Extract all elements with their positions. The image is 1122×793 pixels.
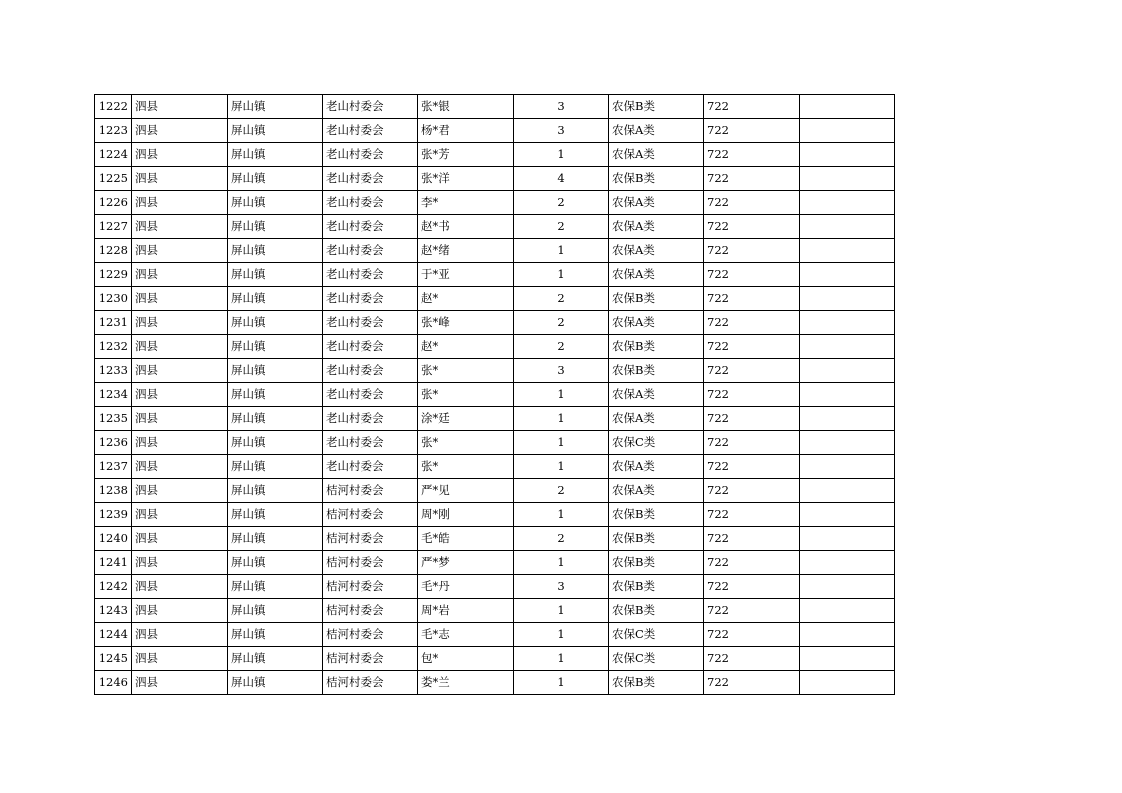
table-row [95, 119, 895, 143]
town-cell: 屏山镇 [228, 671, 323, 695]
table-row [95, 575, 895, 599]
table-row [95, 455, 895, 479]
note-cell [800, 167, 895, 191]
amount-cell: 722 [704, 455, 800, 479]
amount-cell: 722 [704, 143, 800, 167]
count-cell: 2 [514, 215, 609, 239]
category-cell: 农保B类 [609, 671, 704, 695]
row-number-cell: 1228 [95, 239, 132, 263]
note-cell [800, 647, 895, 671]
county-cell: 泗县 [132, 647, 228, 671]
county-cell: 泗县 [132, 383, 228, 407]
note-cell [800, 455, 895, 479]
note-cell [800, 119, 895, 143]
village-cell: 老山村委会 [323, 119, 418, 143]
note-cell [800, 239, 895, 263]
note-cell [800, 527, 895, 551]
category-cell: 农保C类 [609, 431, 704, 455]
village-cell: 老山村委会 [323, 95, 418, 119]
category-cell: 农保A类 [609, 383, 704, 407]
category-cell: 农保B类 [609, 167, 704, 191]
amount-cell: 722 [704, 335, 800, 359]
note-cell [800, 623, 895, 647]
town-cell: 屏山镇 [228, 335, 323, 359]
county-cell: 泗县 [132, 239, 228, 263]
amount-cell: 722 [704, 647, 800, 671]
table-row [95, 671, 895, 695]
row-number-cell: 1243 [95, 599, 132, 623]
note-cell [800, 551, 895, 575]
note-cell [800, 335, 895, 359]
village-cell: 桔河村委会 [323, 671, 418, 695]
category-cell: 农保C类 [609, 623, 704, 647]
row-number-cell: 1235 [95, 407, 132, 431]
village-cell: 桔河村委会 [323, 599, 418, 623]
table-row [95, 335, 895, 359]
note-cell [800, 263, 895, 287]
row-number-cell: 1244 [95, 623, 132, 647]
name-cell: 严*梦 [418, 551, 514, 575]
town-cell: 屏山镇 [228, 359, 323, 383]
county-cell: 泗县 [132, 287, 228, 311]
count-cell: 1 [514, 599, 609, 623]
category-cell: 农保A类 [609, 479, 704, 503]
village-cell: 桔河村委会 [323, 647, 418, 671]
town-cell: 屏山镇 [228, 119, 323, 143]
name-cell: 李* [418, 191, 514, 215]
count-cell: 2 [514, 287, 609, 311]
row-number-cell: 1240 [95, 527, 132, 551]
village-cell: 老山村委会 [323, 455, 418, 479]
name-cell: 赵* [418, 287, 514, 311]
category-cell: 农保B类 [609, 95, 704, 119]
county-cell: 泗县 [132, 599, 228, 623]
name-cell: 涂*廷 [418, 407, 514, 431]
amount-cell: 722 [704, 263, 800, 287]
row-number-cell: 1225 [95, 167, 132, 191]
note-cell [800, 431, 895, 455]
county-cell: 泗县 [132, 623, 228, 647]
name-cell: 赵* [418, 335, 514, 359]
county-cell: 泗县 [132, 575, 228, 599]
county-cell: 泗县 [132, 119, 228, 143]
note-cell [800, 407, 895, 431]
note-cell [800, 143, 895, 167]
town-cell: 屏山镇 [228, 311, 323, 335]
table-row [95, 287, 895, 311]
town-cell: 屏山镇 [228, 215, 323, 239]
row-number-cell: 1242 [95, 575, 132, 599]
amount-cell: 722 [704, 599, 800, 623]
name-cell: 张* [418, 359, 514, 383]
name-cell: 于*亚 [418, 263, 514, 287]
county-cell: 泗县 [132, 671, 228, 695]
table-row [95, 191, 895, 215]
village-cell: 老山村委会 [323, 143, 418, 167]
county-cell: 泗县 [132, 407, 228, 431]
village-cell: 老山村委会 [323, 407, 418, 431]
name-cell: 周*刚 [418, 503, 514, 527]
category-cell: 农保A类 [609, 407, 704, 431]
town-cell: 屏山镇 [228, 503, 323, 527]
count-cell: 1 [514, 455, 609, 479]
county-cell: 泗县 [132, 335, 228, 359]
name-cell: 张* [418, 383, 514, 407]
table-row [95, 359, 895, 383]
row-number-cell: 1245 [95, 647, 132, 671]
town-cell: 屏山镇 [228, 383, 323, 407]
amount-cell: 722 [704, 623, 800, 647]
note-cell [800, 671, 895, 695]
count-cell: 2 [514, 335, 609, 359]
amount-cell: 722 [704, 215, 800, 239]
note-cell [800, 503, 895, 527]
row-number-cell: 1222 [95, 95, 132, 119]
row-number-cell: 1234 [95, 383, 132, 407]
count-cell: 1 [514, 383, 609, 407]
count-cell: 1 [514, 239, 609, 263]
county-cell: 泗县 [132, 311, 228, 335]
table-row [95, 167, 895, 191]
note-cell [800, 479, 895, 503]
village-cell: 老山村委会 [323, 311, 418, 335]
town-cell: 屏山镇 [228, 431, 323, 455]
table-row [95, 599, 895, 623]
town-cell: 屏山镇 [228, 551, 323, 575]
amount-cell: 722 [704, 95, 800, 119]
name-cell: 包* [418, 647, 514, 671]
county-cell: 泗县 [132, 551, 228, 575]
category-cell: 农保A类 [609, 311, 704, 335]
town-cell: 屏山镇 [228, 623, 323, 647]
table-row [95, 143, 895, 167]
county-cell: 泗县 [132, 479, 228, 503]
village-cell: 老山村委会 [323, 359, 418, 383]
county-cell: 泗县 [132, 431, 228, 455]
county-cell: 泗县 [132, 455, 228, 479]
count-cell: 2 [514, 311, 609, 335]
count-cell: 2 [514, 479, 609, 503]
town-cell: 屏山镇 [228, 455, 323, 479]
table-row [95, 95, 895, 119]
name-cell: 赵*绪 [418, 239, 514, 263]
count-cell: 1 [514, 503, 609, 527]
amount-cell: 722 [704, 239, 800, 263]
row-number-cell: 1236 [95, 431, 132, 455]
table-row [95, 503, 895, 527]
name-cell: 赵*书 [418, 215, 514, 239]
table-row [95, 479, 895, 503]
county-cell: 泗县 [132, 527, 228, 551]
category-cell: 农保B类 [609, 575, 704, 599]
row-number-cell: 1229 [95, 263, 132, 287]
name-cell: 毛*志 [418, 623, 514, 647]
category-cell: 农保A类 [609, 191, 704, 215]
town-cell: 屏山镇 [228, 647, 323, 671]
amount-cell: 722 [704, 479, 800, 503]
name-cell: 杨*君 [418, 119, 514, 143]
category-cell: 农保B类 [609, 527, 704, 551]
count-cell: 1 [514, 263, 609, 287]
count-cell: 1 [514, 431, 609, 455]
town-cell: 屏山镇 [228, 167, 323, 191]
row-number-cell: 1246 [95, 671, 132, 695]
name-cell: 毛*丹 [418, 575, 514, 599]
category-cell: 农保B类 [609, 503, 704, 527]
village-cell: 老山村委会 [323, 191, 418, 215]
town-cell: 屏山镇 [228, 143, 323, 167]
village-cell: 老山村委会 [323, 431, 418, 455]
amount-cell: 722 [704, 287, 800, 311]
town-cell: 屏山镇 [228, 263, 323, 287]
village-cell: 桔河村委会 [323, 575, 418, 599]
village-cell: 老山村委会 [323, 287, 418, 311]
row-number-cell: 1223 [95, 119, 132, 143]
town-cell: 屏山镇 [228, 575, 323, 599]
village-cell: 老山村委会 [323, 167, 418, 191]
row-number-cell: 1231 [95, 311, 132, 335]
village-cell: 桔河村委会 [323, 503, 418, 527]
category-cell: 农保A类 [609, 119, 704, 143]
count-cell: 4 [514, 167, 609, 191]
amount-cell: 722 [704, 431, 800, 455]
note-cell [800, 215, 895, 239]
village-cell: 老山村委会 [323, 215, 418, 239]
count-cell: 1 [514, 647, 609, 671]
town-cell: 屏山镇 [228, 95, 323, 119]
village-cell: 老山村委会 [323, 263, 418, 287]
row-number-cell: 1237 [95, 455, 132, 479]
name-cell: 毛*皓 [418, 527, 514, 551]
amount-cell: 722 [704, 359, 800, 383]
village-cell: 老山村委会 [323, 383, 418, 407]
category-cell: 农保B类 [609, 287, 704, 311]
village-cell: 桔河村委会 [323, 527, 418, 551]
village-cell: 桔河村委会 [323, 623, 418, 647]
table-row [95, 551, 895, 575]
name-cell: 严*见 [418, 479, 514, 503]
name-cell: 张* [418, 455, 514, 479]
count-cell: 1 [514, 623, 609, 647]
category-cell: 农保A类 [609, 263, 704, 287]
village-cell: 桔河村委会 [323, 551, 418, 575]
name-cell: 张*芳 [418, 143, 514, 167]
note-cell [800, 383, 895, 407]
amount-cell: 722 [704, 167, 800, 191]
count-cell: 1 [514, 551, 609, 575]
town-cell: 屏山镇 [228, 407, 323, 431]
amount-cell: 722 [704, 407, 800, 431]
amount-cell: 722 [704, 191, 800, 215]
row-number-cell: 1226 [95, 191, 132, 215]
count-cell: 1 [514, 407, 609, 431]
name-cell: 张*峰 [418, 311, 514, 335]
town-cell: 屏山镇 [228, 527, 323, 551]
note-cell [800, 95, 895, 119]
row-number-cell: 1241 [95, 551, 132, 575]
name-cell: 张*洋 [418, 167, 514, 191]
table-row [95, 383, 895, 407]
town-cell: 屏山镇 [228, 239, 323, 263]
category-cell: 农保B类 [609, 599, 704, 623]
table-row [95, 215, 895, 239]
name-cell: 娄*兰 [418, 671, 514, 695]
amount-cell: 722 [704, 527, 800, 551]
data-table [94, 94, 895, 695]
county-cell: 泗县 [132, 359, 228, 383]
county-cell: 泗县 [132, 263, 228, 287]
category-cell: 农保B类 [609, 551, 704, 575]
town-cell: 屏山镇 [228, 599, 323, 623]
county-cell: 泗县 [132, 143, 228, 167]
category-cell: 农保A类 [609, 215, 704, 239]
row-number-cell: 1238 [95, 479, 132, 503]
amount-cell: 722 [704, 671, 800, 695]
note-cell [800, 287, 895, 311]
row-number-cell: 1224 [95, 143, 132, 167]
table-row [95, 311, 895, 335]
town-cell: 屏山镇 [228, 479, 323, 503]
table-row [95, 239, 895, 263]
county-cell: 泗县 [132, 95, 228, 119]
category-cell: 农保A类 [609, 455, 704, 479]
amount-cell: 722 [704, 311, 800, 335]
count-cell: 3 [514, 359, 609, 383]
table-row [95, 407, 895, 431]
note-cell [800, 191, 895, 215]
count-cell: 3 [514, 575, 609, 599]
table-row [95, 527, 895, 551]
name-cell: 张* [418, 431, 514, 455]
town-cell: 屏山镇 [228, 287, 323, 311]
amount-cell: 722 [704, 503, 800, 527]
amount-cell: 722 [704, 119, 800, 143]
table-row [95, 647, 895, 671]
count-cell: 1 [514, 671, 609, 695]
name-cell: 周*岩 [418, 599, 514, 623]
county-cell: 泗县 [132, 503, 228, 527]
table-body [95, 95, 895, 695]
county-cell: 泗县 [132, 191, 228, 215]
amount-cell: 722 [704, 575, 800, 599]
row-number-cell: 1239 [95, 503, 132, 527]
count-cell: 3 [514, 119, 609, 143]
count-cell: 3 [514, 95, 609, 119]
name-cell: 张*银 [418, 95, 514, 119]
village-cell: 老山村委会 [323, 335, 418, 359]
category-cell: 农保A类 [609, 143, 704, 167]
county-cell: 泗县 [132, 167, 228, 191]
row-number-cell: 1230 [95, 287, 132, 311]
note-cell [800, 311, 895, 335]
category-cell: 农保C类 [609, 647, 704, 671]
table-row [95, 431, 895, 455]
count-cell: 2 [514, 191, 609, 215]
note-cell [800, 575, 895, 599]
note-cell [800, 599, 895, 623]
table-row [95, 623, 895, 647]
table-row [95, 263, 895, 287]
row-number-cell: 1227 [95, 215, 132, 239]
town-cell: 屏山镇 [228, 191, 323, 215]
amount-cell: 722 [704, 551, 800, 575]
village-cell: 老山村委会 [323, 239, 418, 263]
count-cell: 1 [514, 143, 609, 167]
count-cell: 2 [514, 527, 609, 551]
row-number-cell: 1232 [95, 335, 132, 359]
row-number-cell: 1233 [95, 359, 132, 383]
note-cell [800, 359, 895, 383]
amount-cell: 722 [704, 383, 800, 407]
village-cell: 桔河村委会 [323, 479, 418, 503]
category-cell: 农保A类 [609, 239, 704, 263]
category-cell: 农保B类 [609, 359, 704, 383]
category-cell: 农保B类 [609, 335, 704, 359]
county-cell: 泗县 [132, 215, 228, 239]
